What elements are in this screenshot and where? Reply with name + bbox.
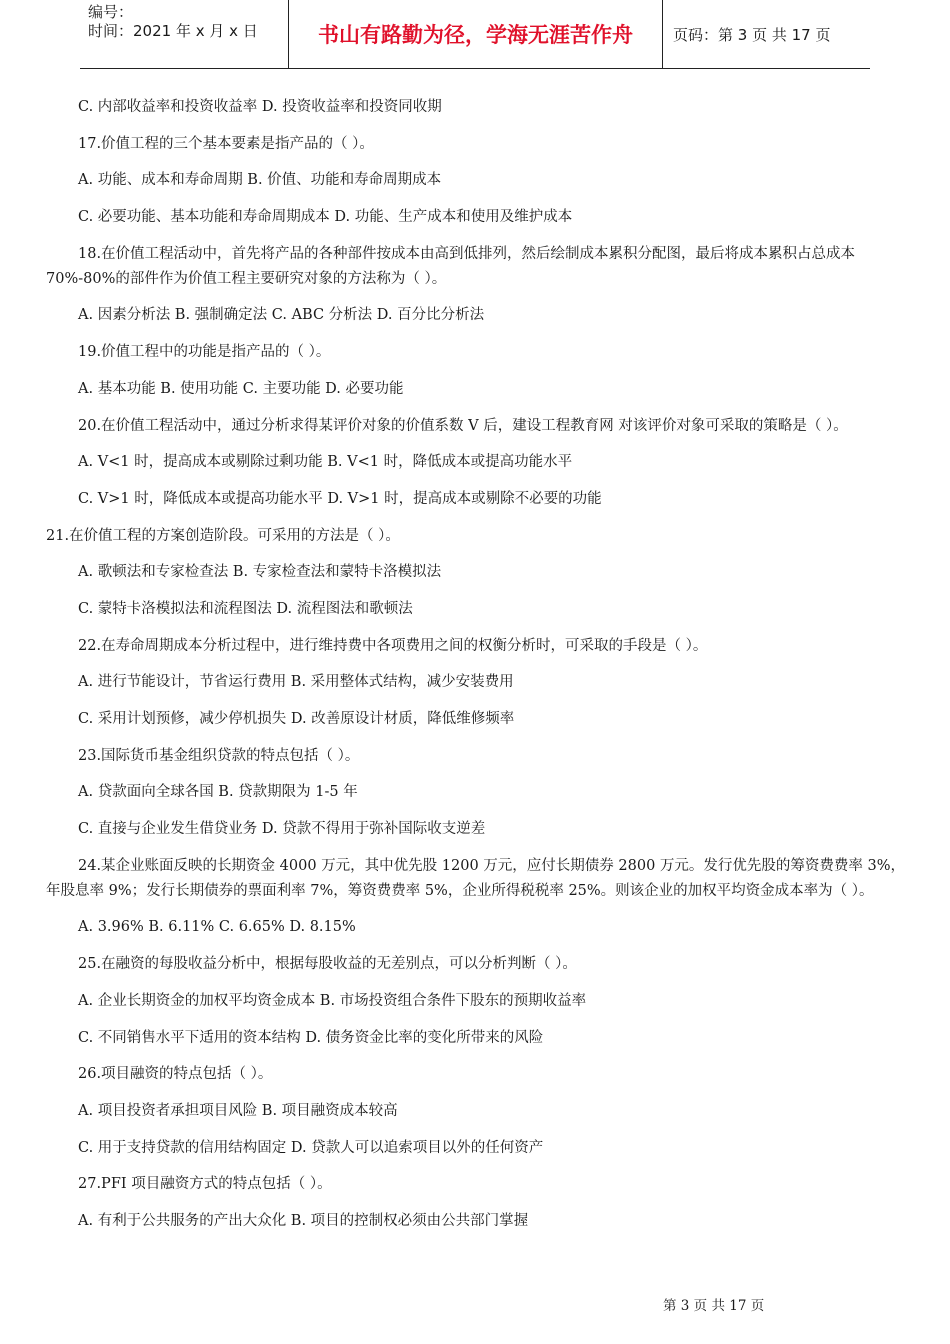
answer-options: C. 内部收益率和投资收益率 D. 投资收益率和投资同收期 — [78, 99, 442, 115]
answer-options: A. 进行节能设计，节省运行费用 B. 采用整体式结构，减少安装费用 — [78, 674, 514, 691]
page-header — [80, 0, 870, 69]
answer-options: C. 采用计划预修，减少停机损失 D. 改善原设计材质，降低维修频率 — [78, 711, 515, 727]
document-body — [46, 95, 908, 1246]
answer-options: A. 功能、成本和寿命周期 B. 价值、功能和寿命周期成本 — [78, 172, 442, 189]
header-motto: 书山有路勤为径，学海无涯苦作舟 — [289, 0, 663, 68]
answer-options: A. 有利于公共服务的产出大众化 B. 项目的控制权必须由公共部门掌握 — [78, 1212, 529, 1229]
question-text: 21.在价值工程的方案创造阶段。可采用的方法是（ ）。 — [46, 527, 400, 544]
answer-options: C. 必要功能、基本功能和寿命周期成本 D. 功能、生产成本和使用及维护成本 — [78, 209, 573, 226]
question-text: 18.在价值工程活动中，首先将产品的各种部件按成本由高到低排列，然后绘制成本累积分配图，最后将成本累积占总成本 70%-80%的部件作为价值工程主要研究对象的方法称为（ ）。 — [46, 245, 856, 287]
answer-options: A. 歌顿法和专家检查法 B. 专家检查法和蒙特卡洛模拟法 — [78, 564, 442, 581]
answer-options: C. 直接与企业发生借贷业务 D. 贷款不得用于弥补国际收支逆差 — [78, 821, 486, 838]
question-text: 24.某企业账面反映的长期资金 4000 万元，其中优先股 1200 万元，应付长期债券 2800 万元。发行优先股的筹资费费率 3%，年股息率 9%；发行长期债券的票面利率 7%，筹资费费率 5%，企业所得税税率 25%。则该企业的加权平均资金成本率为（ ）。 — [46, 857, 906, 899]
answer-options: C. 蒙特卡洛模拟法和流程图法 D. 流程图法和歌顿法 — [78, 600, 413, 617]
question-text: 20.在价值工程活动中，通过分析求得某评价对象的价值系数 V 后，建设工程教育网 对该评价对象可采取的策略是（ ）。 — [78, 417, 848, 434]
answer-options: A. 因素分析法 B. 强制确定法 C. ABC 分析法 D. 百分比分析法 — [78, 307, 485, 324]
answer-options: A. 贷款面向全球各国 B. 贷款期限为 1-5 年 — [78, 784, 358, 801]
header-page-label: 页码：第 3 页 共 17 页 — [673, 25, 831, 44]
answer-options: A. V<1 时，提高成本或剔除过剩功能 B. V<1 时，降低成本或提高功能水平 — [78, 454, 573, 471]
answer-options: A. 项目投资者承担项目风险 B. 项目融资成本较高 — [78, 1102, 398, 1119]
question-text: 26.项目融资的特点包括（ ）。 — [78, 1066, 273, 1083]
question-text: 19.价值工程中的功能是指产品的（ ）。 — [78, 344, 331, 361]
question-text: 25.在融资的每股收益分析中，根据每股收益的无差别点，可以分析判断（ ）。 — [78, 956, 577, 973]
question-text: 27.PFI 项目融资方式的特点包括（ ）。 — [78, 1176, 332, 1193]
number-label: 编号： — [88, 3, 134, 21]
answer-options: A. 基本功能 B. 使用功能 C. 主要功能 D. 必要功能 — [78, 380, 404, 397]
header-meta — [80, 0, 289, 68]
question-text: 22.在寿命周期成本分析过程中，进行维持费中各项费用之间的权衡分析时，可采取的手段是（ ）。 — [78, 637, 708, 654]
page-footer: 第 3 页 共 17 页 — [663, 1298, 765, 1314]
time-label: 时间：2021 年 x 月 x 日 — [88, 22, 258, 40]
answer-options: C. 用于支持贷款的信用结构固定 D. 贷款人可以追索项目以外的任何资产 — [78, 1139, 544, 1156]
answer-options: A. 企业长期资金的加权平均资金成本 B. 市场投资组合条件下股东的预期收益率 — [78, 992, 587, 1009]
answer-options: C. 不同销售水平下适用的资本结构 D. 债务资金比率的变化所带来的风险 — [78, 1029, 544, 1046]
answer-options: A. 3.96% B. 6.11% C. 6.65% D. 8.15% — [78, 919, 356, 936]
question-text: 23.国际货币基金组织贷款的特点包括（ ）。 — [78, 747, 360, 764]
question-text: 17.价值工程的三个基本要素是指产品的（ ）。 — [78, 135, 374, 152]
answer-options: C. V>1 时，降低成本或提高功能水平 D. V>1 时，提高成本或剔除不必要的功能 — [78, 490, 602, 507]
